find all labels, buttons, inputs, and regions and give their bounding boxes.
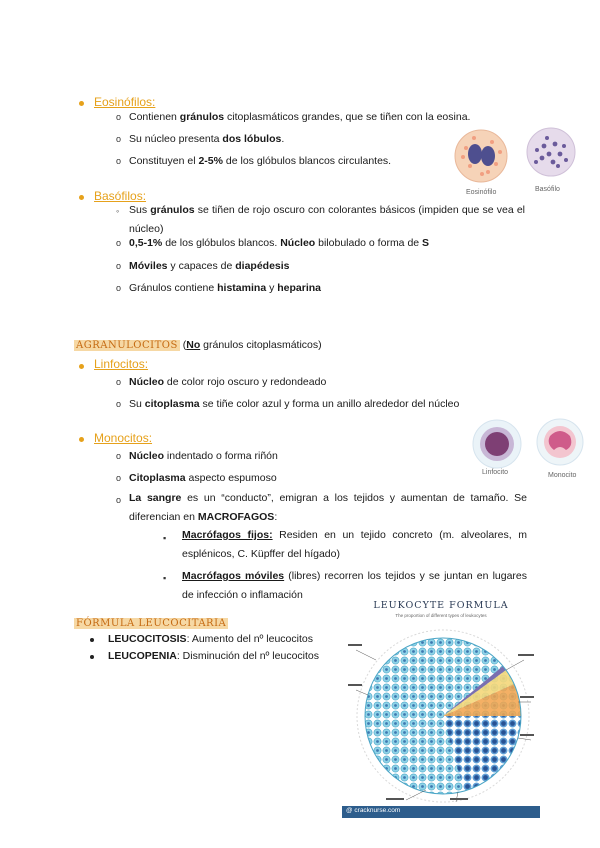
footer-site: @ cracknurse.com bbox=[346, 807, 401, 814]
list-marker: o bbox=[116, 283, 122, 293]
heading-eosinofilos: Eosinófilos: bbox=[94, 95, 156, 109]
list-item: La sangre es un “conducto”, emigran a los tejidos y aumentan de tamaño. Se diferencian en MACROFAGOS: bbox=[129, 492, 527, 523]
list-marker: ◦ bbox=[116, 206, 120, 216]
eosinophil-label: Eosinófilo bbox=[466, 189, 497, 196]
bullet-monocitos bbox=[79, 437, 84, 442]
infographic-footer bbox=[342, 806, 540, 818]
list-marker: o bbox=[116, 156, 122, 166]
basophil-label: Basófilo bbox=[535, 186, 560, 193]
formula-title-line bbox=[74, 617, 228, 629]
heading-basofilos: Basófilos: bbox=[94, 189, 147, 203]
list-item: Citoplasma aspecto espumoso bbox=[129, 472, 277, 484]
list-item: Su núcleo presenta dos lóbulos. bbox=[129, 133, 285, 145]
leukocyte-formula-infographic bbox=[342, 598, 540, 820]
list-item: Sus gránulos se tiñen de rojo oscuro con colorantes básicos (impiden que se vea el núcleo) bbox=[129, 204, 525, 235]
agranulocitos-title: AGRANULOCITOS bbox=[76, 340, 178, 351]
list-marker: ▪ bbox=[163, 573, 167, 583]
list-marker bbox=[90, 638, 94, 642]
leukocyte-pie bbox=[346, 620, 536, 805]
list-item: LEUCOCITOSIS: Aumento del nº leucocitos bbox=[108, 633, 313, 645]
list-item: Constituyen el 2-5% de los glóbulos blancos circulantes. bbox=[129, 155, 392, 167]
infographic-title: LEUKOCYTE FORMULA bbox=[373, 600, 509, 611]
list-item: Su citoplasma se tiñe color azul y forma un anillo alrededor del núcleo bbox=[129, 398, 460, 410]
list-marker: o bbox=[116, 377, 122, 387]
bullet-linfocitos bbox=[79, 364, 84, 369]
eosinophil-basophil-illustration bbox=[452, 124, 582, 194]
list-marker: o bbox=[116, 399, 122, 409]
list-marker: o bbox=[116, 112, 122, 122]
list-marker: o bbox=[116, 451, 122, 461]
list-item: Gránulos contiene histamina y heparina bbox=[129, 282, 322, 294]
list-item: Macrófagos fijos: Residen en un tejido concreto (m. alveolares, m esplénicos, C. Küpffer del hígado) bbox=[182, 529, 527, 560]
heading-monocitos: Monocitos: bbox=[94, 431, 153, 445]
list-item: 0,5-1% de los glóbulos blancos. Núcleo bilobulado o forma de S bbox=[129, 237, 430, 249]
list-marker: o bbox=[116, 473, 122, 483]
monocyte-label: Monocito bbox=[548, 472, 577, 479]
list-item: Móviles y capaces de diapédesis bbox=[129, 260, 290, 272]
list-item: LEUCOPENIA: Disminución del nº leucocitos bbox=[108, 650, 319, 662]
formula-title: FÓRMULA LEUCOCITARIA bbox=[76, 618, 227, 629]
heading-linfocitos: Linfocitos: bbox=[94, 357, 149, 371]
basophil-cell bbox=[527, 128, 575, 176]
list-marker: o bbox=[116, 134, 122, 144]
list-item: Núcleo de color rojo oscuro y redondeado bbox=[129, 376, 327, 388]
list-marker: o bbox=[116, 238, 122, 248]
bullet-basofilos bbox=[79, 195, 84, 200]
lymphocyte-label: Linfocito bbox=[482, 469, 509, 476]
list-item: Macrófagos móviles (libres) recorren los tejidos y se juntan en lugares de infección o inflamación bbox=[182, 570, 528, 601]
list-item: Contienen gránulos citoplasmáticos grandes, que se tiñen con la eosina. bbox=[129, 111, 471, 123]
bullet-eosinofilos bbox=[79, 101, 84, 106]
list-marker bbox=[90, 655, 94, 659]
list-marker: o bbox=[116, 261, 122, 271]
infographic-subtitle: The proportion of different types of leukocytes bbox=[395, 613, 487, 618]
agranulocitos-line: AGRANULOCITOS (No gránulos citoplasmáticos) bbox=[76, 339, 322, 351]
list-marker: o bbox=[116, 495, 122, 505]
list-marker: ▪ bbox=[163, 533, 167, 543]
list-item: Núcleo indentado o forma riñón bbox=[129, 450, 278, 462]
